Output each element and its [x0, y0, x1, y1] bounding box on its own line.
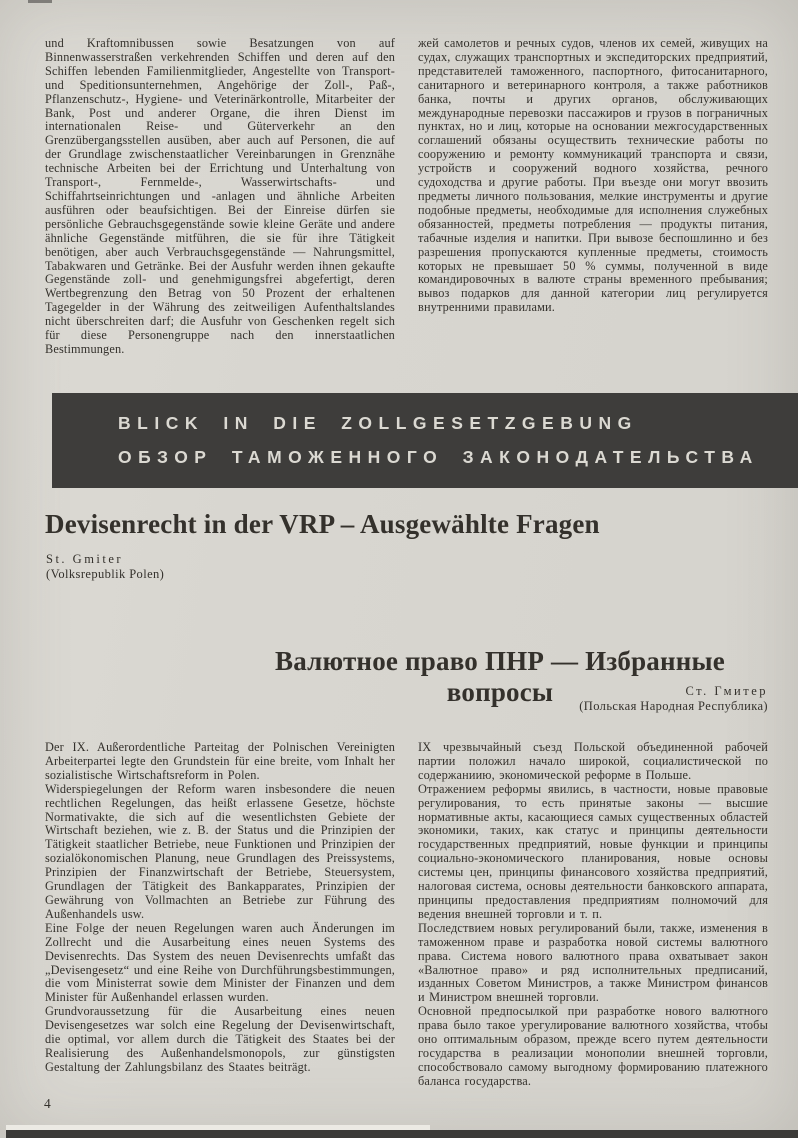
article-author-russian: Ст. Гмитер: [685, 684, 768, 698]
continuation-russian-text: жей самолетов и речных судов, членов их семей, живущих на судах, служащих транспортных и экспедиторских предприятий, представителей таможенного, паспортного, фитосанитарного, санитарного и ветеринарного контроля, а также работников банка, почты и других органов, обслуживающих международные перевозки пассажиров и грузов в пограничных пунктах, но и лиц, которые на основании межгосударственных соглашений обязаны осуществить технические работы по сооружению и ремонту коммуникаций транспорта и связи, устройств и сооружений водного хозяйства, речного судоходства и другие работы. При въезде они могут ввозить предметы личного пользования, мелкие инструменты и другие подобные предметы, необходимые для исполнения служебных обязанностей, предметы потребления — продукты питания, табачные изделия и напитки. При вывозе беспошлинно и без разрешения пропускаются купленные предметы, стоимость которых не превышает 50 % суммы, полученной в виде командировочных в валюте страны временного пребывания; вывоз подарков для данной категории лиц регулируется внутренними правилами.: [418, 36, 768, 315]
banner-title-german: BLICK IN DIE ZOLLGESETZGEBUNG: [118, 413, 638, 433]
article-paragraph-german: Widerspiegelungen der Reform waren insbesondere die neuen rechtlichen Regelungen, das heißt erlassene Gesetze, höchste Normativakte, die sich auf die wesentlichsten Gebiete der Wirtschaft beziehen, wie z. B. der Status und die Prinzipien der Tätigkeit staatlicher Betriebe, neue Funktionen und Prinzipien der sozialökonomischen Planung, neue Grundlagen des Preissystems, Prinzipien der Finanzwirtschaft der Betriebe, Steuersystem, Grundlagen der Tätigkeit des Bankapparates, Prinzipien der Gewährung von Vollmachten an Betriebe zur Führung des Außenhandels usw.: [45, 781, 395, 921]
scan-artifact: [28, 0, 52, 3]
continuation-section: [45, 37, 768, 357]
article-byline-german: [46, 552, 164, 582]
article-author-german: St. Gmiter: [46, 552, 124, 566]
article-title-german: Devisenrecht in der VRP – Ausgewählte Fragen: [45, 509, 600, 539]
page-bottom-edge: [6, 1130, 798, 1138]
article-paragraph-german: Grundvoraussetzung für die Ausarbeitung eines neuen Devisengesetzes war solch eine Regelung der Devisenwirtschaft, die optimal, vor allem durch die Tätigkeit des Staates bei der Realisierung des Außenhandelsmonopols, zur günstigsten Gestaltung der Zahlungsbilanz des Staates beiträgt.: [45, 1004, 395, 1074]
article-paragraph-german: Eine Folge der neuen Regelungen waren auch Änderungen im Zollrecht und die Ausarbeitung eines neuen Systems des Devisenrechts. Das System des neuen Devisenrechts umfaßt das „Devisengesetz“ und eine Reihe von Durchführungsbestimmungen, die vom Ministerrat sowie dem Minister der Finanzen und dem Minister für Außenhandel erlassen wurden.: [45, 920, 395, 1005]
article-paragraph-russian: Отражением реформы явились, в частности, новые правовые регулирования, то есть принятые законы — высшие нормативные акты, касающиеся самых существенных областей экономики, таких, как статус и принципы деятельности государственных предприятий, новые функции и принципы социально-экономического планирования, новые основы системы цен, принципы финансового хозяйства предприятий, налоговая система, основы деятельности банковского аппарата, принципы предоставления предприятиям полномочий для ведения внешней торговли и т. п.: [418, 781, 768, 921]
continuation-german-column: [45, 37, 395, 357]
banner-title-russian: ОБЗОР ТАМОЖЕННОГО ЗАКОНОДАТЕЛЬСТВА: [118, 447, 759, 467]
continuation-german-text: und Kraftomnibussen sowie Besatzungen von auf Binnenwasserstraßen verkehrenden Schiffen und deren auf den Schiffen lebenden Familienmitglieder, Angestellte von Transport- und Speditionsunternehmen, Angehörige der Zoll-, Paß-, Pflanzenschutz-, Hygiene- und Veterinärkontrolle, Mitarbeiter der Bank, Post und anderer Organe, die ihren Dienst im internationalen Reise- und Güterverkehr an den Grenzübergangsstellen ausüben, aber auch auf Personen, die auf der Grundlage zwischenstaatlicher Vereinbarungen in Grenznähe technische Arbeiten bei der Errichtung und Unterhaltung von Transport-, Fernmelde-, Wasserwirtschafts- und Schiffahrtseinrichtungen und -anlagen und ähnliche Arbeiten ausführen oder beaufsichtigen. Bei der Einreise dürfen sie persönliche Gebrauchsgegenstände sowie kleine Geräte und andere ähnliche Gegenstände mitführen, die sie für ihre Tätigkeit benötigen, aber auch Verbrauchsgegenstände — Nahrungsmittel, Tabakwaren und Getränke. Bei der Ausfuhr werden ihnen gekaufte Gegenstände zoll- und genehmigungsfrei abgefertigt, deren Wertbegrenzung den Betrag von 50 Prozent der erhaltenen Tagegelder in der Währung des zeitweiligen Aufenthaltslandes nicht überschreiten darf; die Ausfuhr von Geschenken regelt sich für diese Personengruppe nach den innerstaatlichen Bestimmungen.: [45, 36, 395, 356]
article-author-affiliation-russian: (Польская Народная Республика): [579, 699, 768, 713]
article-german-column: [45, 741, 395, 1089]
article-paragraph-russian: IX чрезвычайный съезд Польской объединенной рабочей партии положил начало широкой, социалистической по содержаниию, экономической реформе в Польше.: [418, 740, 768, 782]
continuation-russian-column: [418, 37, 768, 357]
section-banner: [52, 393, 798, 488]
article-paragraph-german: Der IX. Außerordentliche Parteitag der Polnischen Vereinigten Arbeiterpartei legte den Grundstein für eine breite, vom Inhalt her sozialistische Wirtschaftsreform in Polen.: [45, 740, 395, 782]
article-paragraph-russian: Последствием новых регулирований были, также, изменения в таможенном праве и разработка новой системы валютного права. Система нового валютного права охватывает закон «Валютное право» и ряд исполнительных предписаний, изданных Советом Министров, а также Министром финансов и Министром внешней торговли.: [418, 920, 768, 1005]
article-author-affiliation-german: (Volksrepublik Polen): [46, 567, 165, 581]
article-paragraph-russian: Основной предпосылкой при разработке нового валютного права было такое урегулирование валютного хозяйства, чтобы оно оптимальным образом, прежде всего путем деятельности государства в реализации монополии внешней торговли, способствовало самому выгодному формированию платежного баланса государства.: [418, 1004, 768, 1088]
article-body: [45, 741, 768, 1089]
article-byline-russian: [400, 684, 768, 714]
page-number: 4: [44, 1096, 51, 1111]
article-russian-column: [418, 741, 768, 1089]
article-title-russian: Валютное право ПНР — Избранные вопросы: [275, 646, 725, 707]
